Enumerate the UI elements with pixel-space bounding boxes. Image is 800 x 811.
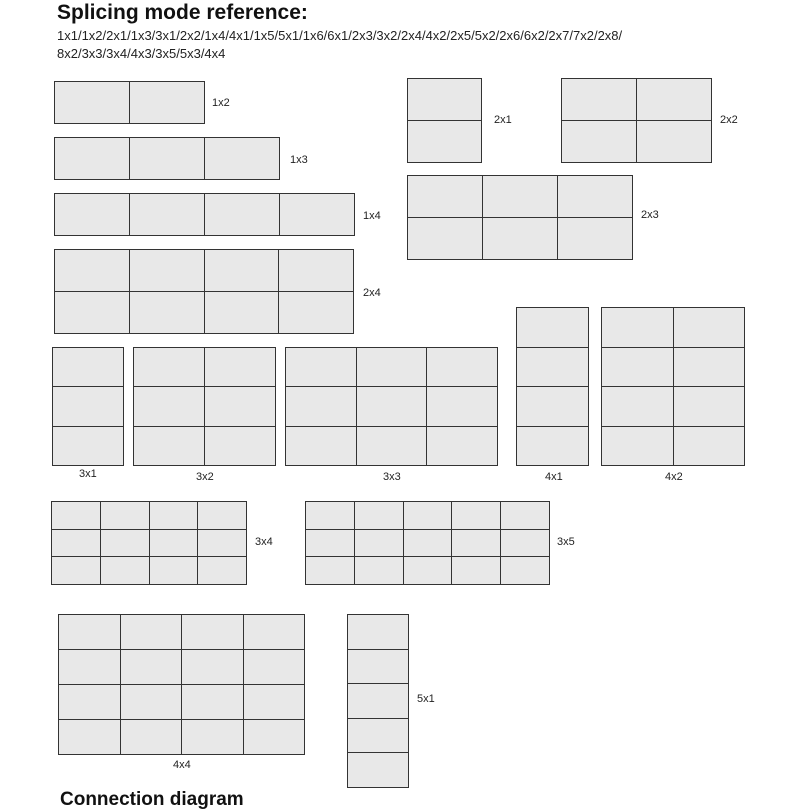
screen-cell <box>286 387 356 425</box>
screen-cell <box>501 502 549 529</box>
screen-cell <box>408 218 482 259</box>
splice-grid-3x5 <box>305 501 550 585</box>
screen-cell <box>244 685 305 719</box>
screen-cell <box>517 387 588 426</box>
screen-cell <box>517 427 588 466</box>
screen-cell <box>306 530 354 557</box>
splice-grid-2x3 <box>407 175 633 260</box>
screen-cell <box>182 615 243 649</box>
screen-cell <box>348 719 408 753</box>
splice-label-5x1: 5x1 <box>417 693 435 705</box>
screen-cell <box>244 615 305 649</box>
splice-grid-2x4 <box>54 249 354 334</box>
splice-label-1x2: 1x2 <box>212 97 230 109</box>
screen-cell <box>427 348 497 386</box>
screen-cell <box>55 194 129 235</box>
screen-cell <box>602 387 673 426</box>
screen-cell <box>205 427 275 465</box>
splice-label-2x1: 2x1 <box>494 114 512 126</box>
splice-grid-1x4 <box>54 193 355 236</box>
screen-cell <box>59 685 120 719</box>
screen-cell <box>198 502 246 529</box>
screen-cell <box>355 502 403 529</box>
screen-cell <box>130 292 204 333</box>
splice-grid-2x2 <box>561 78 712 163</box>
screen-cell <box>53 387 123 425</box>
screen-cell <box>121 720 182 754</box>
screen-cell <box>517 308 588 347</box>
splice-label-3x5: 3x5 <box>557 536 575 548</box>
screen-cell <box>355 557 403 584</box>
screen-cell <box>348 753 408 787</box>
screen-cell <box>452 557 500 584</box>
screen-cell <box>53 427 123 465</box>
screen-cell <box>637 79 711 120</box>
screen-cell <box>348 615 408 649</box>
screen-cell <box>205 387 275 425</box>
screen-cell <box>182 650 243 684</box>
screen-cell <box>55 292 129 333</box>
splice-label-3x3: 3x3 <box>383 471 401 483</box>
screen-cell <box>408 79 481 120</box>
splice-grid-3x4 <box>51 501 247 585</box>
screen-cell <box>501 530 549 557</box>
mode-list-line-1: 1x1/1x2/2x1/1x3/3x1/2x2/1x4/4x1/1x5/5x1/1x6/6x1/2x3/3x2/2x4/4x2/2x5/5x2/2x6/6x2/2x7/7x2/2x8/ <box>57 28 623 43</box>
screen-cell <box>59 650 120 684</box>
screen-cell <box>182 685 243 719</box>
splice-label-4x4: 4x4 <box>173 759 191 771</box>
screen-cell <box>55 138 129 179</box>
screen-cell <box>674 387 745 426</box>
screen-cell <box>517 348 588 387</box>
screen-cell <box>427 387 497 425</box>
screen-cell <box>244 650 305 684</box>
screen-cell <box>452 502 500 529</box>
screen-cell <box>408 176 482 217</box>
screen-cell <box>130 82 204 123</box>
screen-cell <box>55 250 129 291</box>
screen-cell <box>348 684 408 718</box>
screen-cell <box>150 530 198 557</box>
splice-grid-3x2 <box>133 347 276 466</box>
screen-cell <box>59 720 120 754</box>
screen-cell <box>404 502 452 529</box>
screen-cell <box>101 502 149 529</box>
screen-cell <box>59 615 120 649</box>
screen-cell <box>55 82 129 123</box>
screen-cell <box>501 557 549 584</box>
screen-cell <box>357 427 427 465</box>
screen-cell <box>52 502 100 529</box>
screen-cell <box>562 79 636 120</box>
screen-cell <box>306 502 354 529</box>
screen-cell <box>134 348 204 386</box>
screen-cell <box>182 720 243 754</box>
splice-label-4x1: 4x1 <box>545 471 563 483</box>
screen-cell <box>205 194 279 235</box>
screen-cell <box>130 138 204 179</box>
splice-grid-3x3 <box>285 347 498 466</box>
screen-cell <box>348 650 408 684</box>
splice-grid-2x1 <box>407 78 482 163</box>
screen-cell <box>53 348 123 386</box>
screen-cell <box>355 530 403 557</box>
screen-cell <box>452 530 500 557</box>
screen-cell <box>205 250 279 291</box>
screen-cell <box>121 615 182 649</box>
splice-grid-3x1 <box>52 347 124 466</box>
screen-cell <box>134 387 204 425</box>
splice-grid-1x2 <box>54 81 205 124</box>
connection-diagram-heading: Connection diagram <box>60 789 244 810</box>
splice-label-1x4: 1x4 <box>363 210 381 222</box>
screen-cell <box>205 348 275 386</box>
screen-cell <box>150 557 198 584</box>
screen-cell <box>279 292 353 333</box>
screen-cell <box>279 250 353 291</box>
screen-cell <box>205 138 279 179</box>
screen-cell <box>602 348 673 387</box>
screen-cell <box>674 348 745 387</box>
screen-cell <box>121 650 182 684</box>
splice-label-3x4: 3x4 <box>255 536 273 548</box>
screen-cell <box>408 121 481 162</box>
splice-label-3x2: 3x2 <box>196 471 214 483</box>
splice-label-1x3: 1x3 <box>290 154 308 166</box>
splice-label-2x2: 2x2 <box>720 114 738 126</box>
screen-cell <box>280 194 354 235</box>
screen-cell <box>306 557 354 584</box>
screen-cell <box>52 530 100 557</box>
screen-cell <box>558 176 632 217</box>
splice-label-3x1: 3x1 <box>79 468 97 480</box>
screen-cell <box>286 427 356 465</box>
splice-grid-4x2 <box>601 307 745 466</box>
splice-grid-4x1 <box>516 307 589 466</box>
splice-label-4x2: 4x2 <box>665 471 683 483</box>
screen-cell <box>427 427 497 465</box>
screen-cell <box>404 530 452 557</box>
screen-cell <box>483 218 557 259</box>
screen-cell <box>52 557 100 584</box>
screen-cell <box>562 121 636 162</box>
splice-label-2x4: 2x4 <box>363 287 381 299</box>
splice-grid-5x1 <box>347 614 409 788</box>
screen-cell <box>637 121 711 162</box>
screen-cell <box>198 530 246 557</box>
page-title: Splicing mode reference: <box>57 1 308 24</box>
screen-cell <box>674 308 745 347</box>
mode-list-line-2: 8x2/3x3/3x4/4x3/3x5/5x3/4x4 <box>57 46 226 61</box>
screen-cell <box>101 530 149 557</box>
screen-cell <box>404 557 452 584</box>
screen-cell <box>101 557 149 584</box>
screen-cell <box>130 250 204 291</box>
screen-cell <box>674 427 745 466</box>
splice-grid-1x3 <box>54 137 280 180</box>
screen-cell <box>357 348 427 386</box>
screen-cell <box>558 218 632 259</box>
mode-list <box>57 27 777 63</box>
screen-cell <box>602 427 673 466</box>
screen-cell <box>244 720 305 754</box>
screen-cell <box>121 685 182 719</box>
screen-cell <box>286 348 356 386</box>
screen-cell <box>602 308 673 347</box>
screen-cell <box>130 194 204 235</box>
screen-cell <box>150 502 198 529</box>
screen-cell <box>198 557 246 584</box>
splice-grid-4x4 <box>58 614 305 755</box>
screen-cell <box>134 427 204 465</box>
screen-cell <box>205 292 279 333</box>
screen-cell <box>483 176 557 217</box>
screen-cell <box>357 387 427 425</box>
splice-label-2x3: 2x3 <box>641 209 659 221</box>
